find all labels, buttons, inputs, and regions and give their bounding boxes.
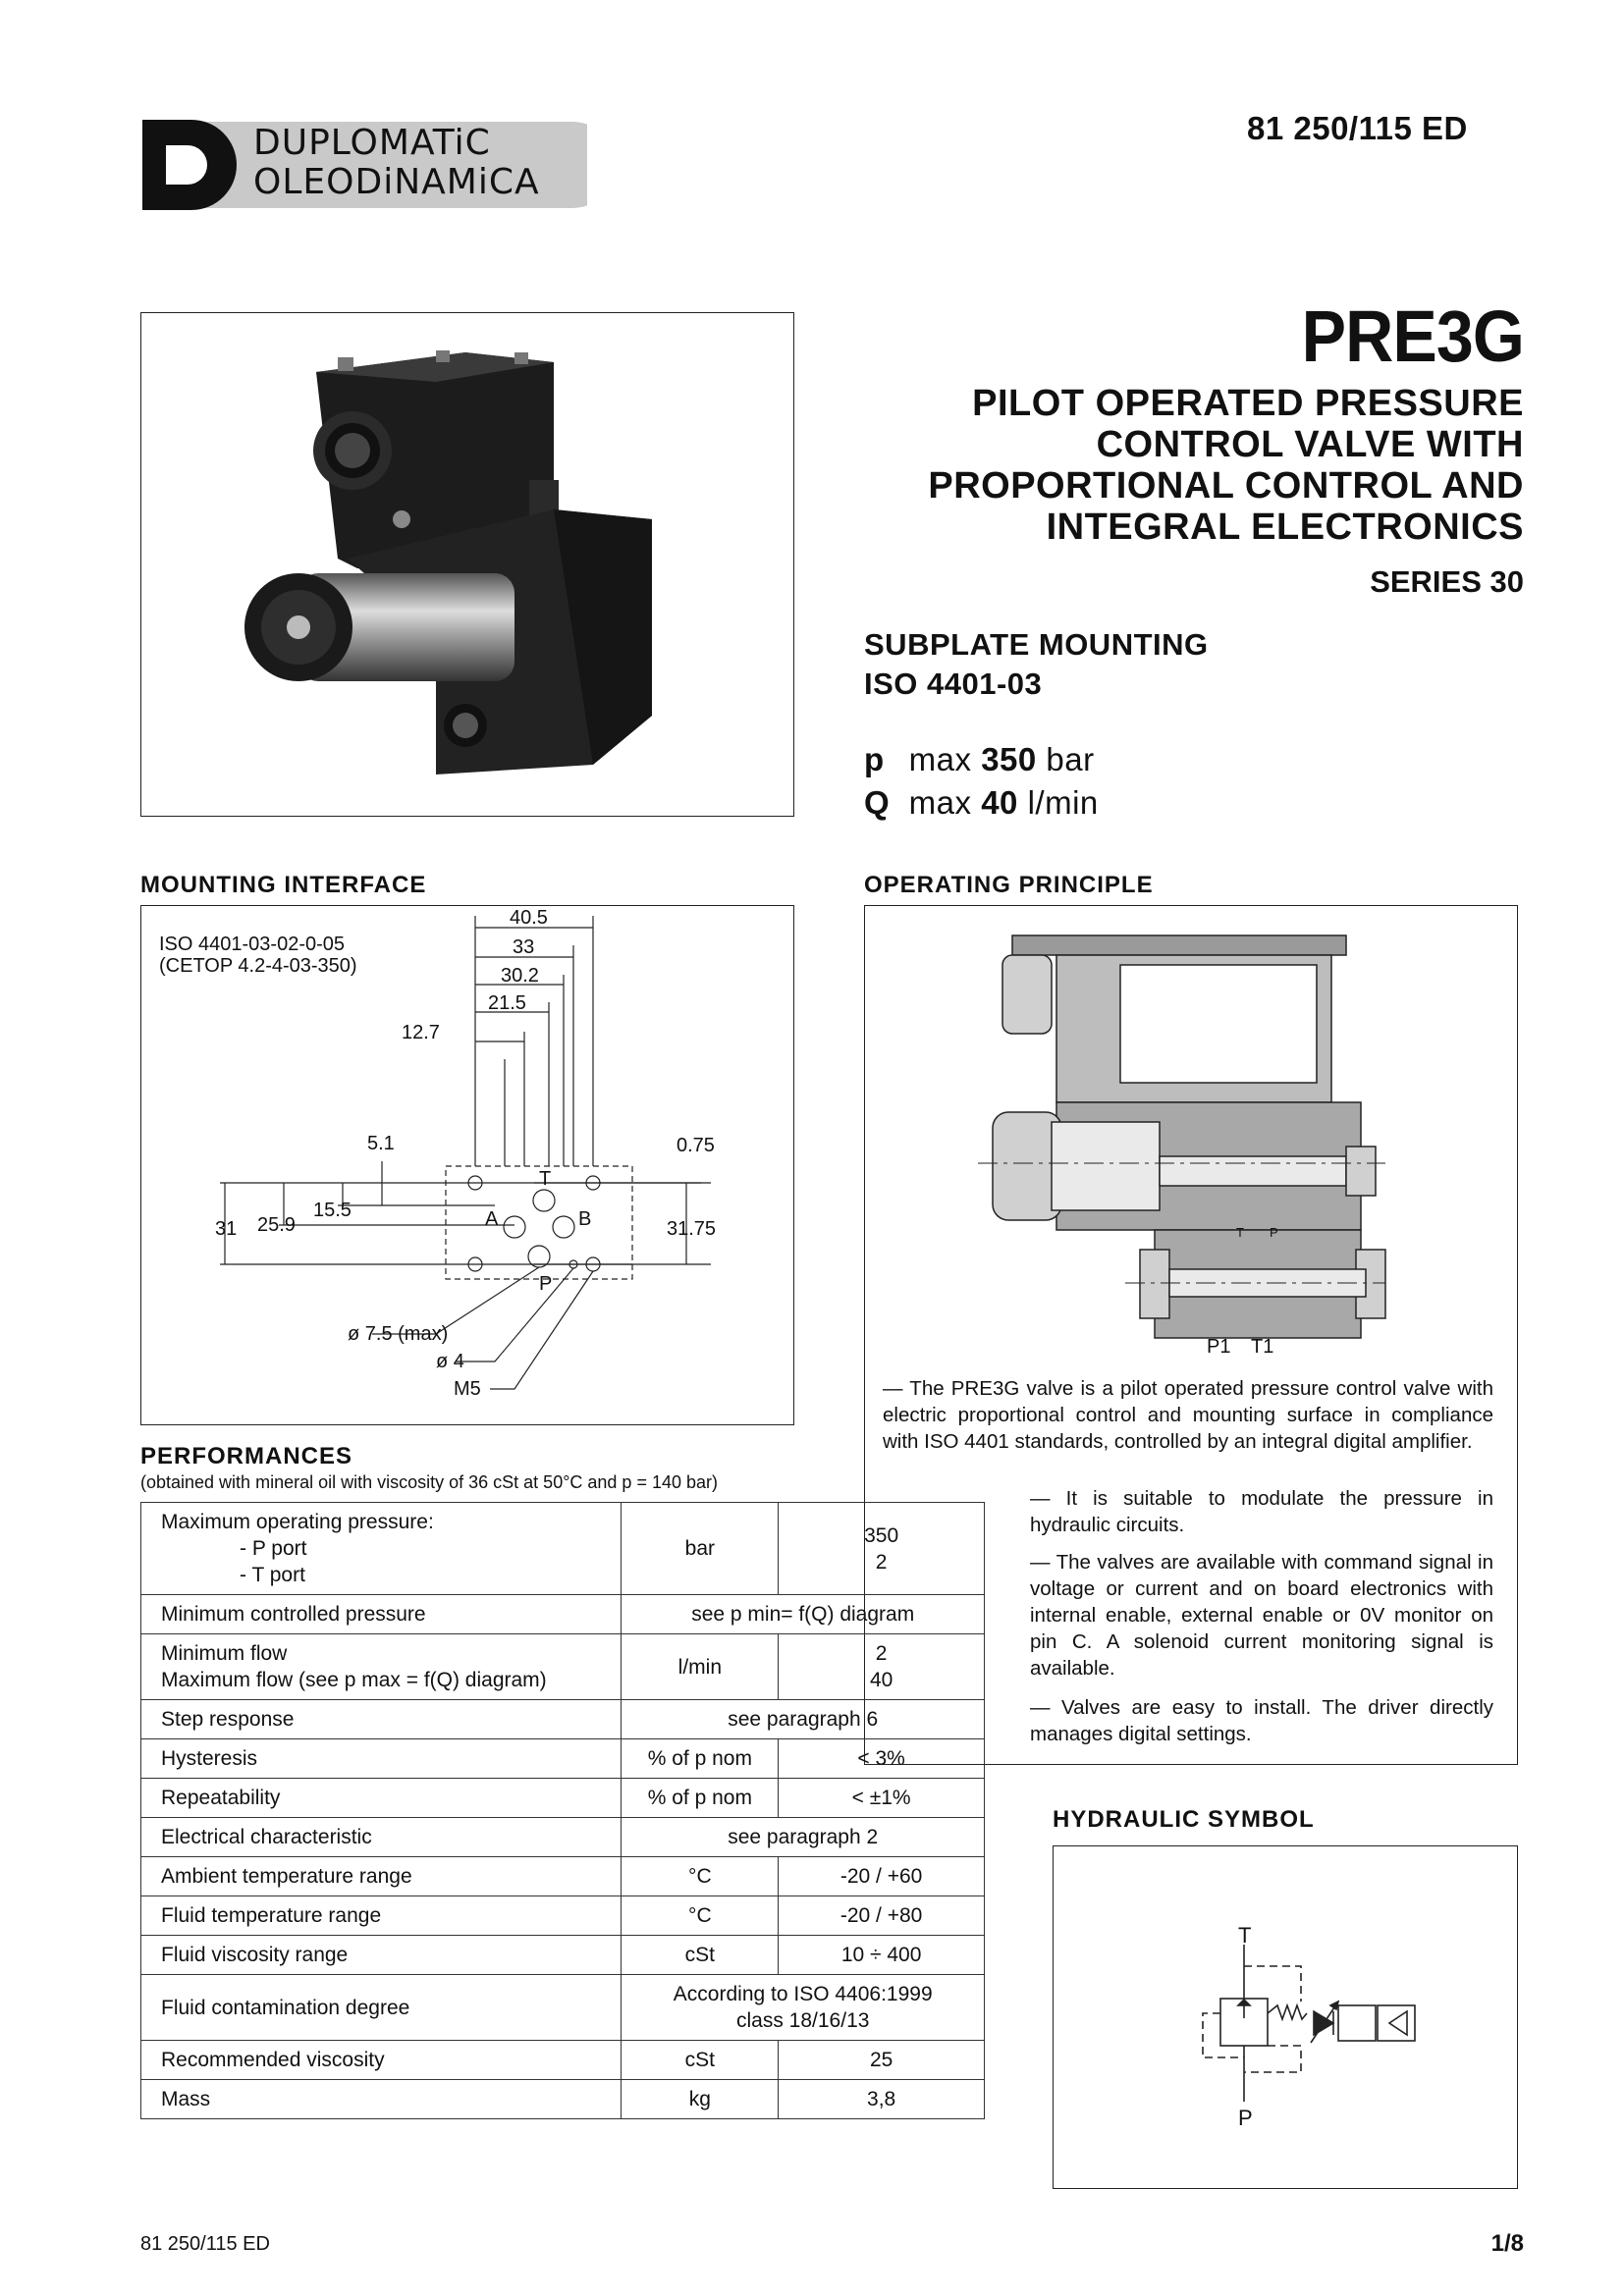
row-label: - P port	[240, 1537, 307, 1560]
port-label: B	[578, 1208, 592, 1230]
value-cell: -20 / +80	[779, 1896, 985, 1936]
value-cell: < 3%	[779, 1739, 985, 1779]
cetop-code: (CETOP 4.2-4-03-350)	[159, 955, 357, 977]
product-photo	[140, 312, 794, 817]
value: According to ISO 4406:1999	[673, 1983, 933, 2005]
row-label: Maximum flow (see p max = f(Q) diagram)	[161, 1669, 547, 1691]
unit-cell: cSt	[622, 1936, 779, 1975]
table-row	[141, 1936, 985, 1975]
value: 2	[875, 1642, 888, 1665]
description-paragraph: — The PRE3G valve is a pilot operated pressure control valve with electric proportional control and mounting surface in compliance with ISO 4401 standards, controlled by an integral digital amplifier.	[883, 1377, 1493, 1453]
mounting-interface-heading: MOUNTING INTERFACE	[140, 872, 427, 898]
row-label: Mass	[141, 2080, 622, 2119]
mounting-interface-diagram	[140, 905, 794, 1425]
symbol-label: P	[1238, 2106, 1253, 2130]
product-code: PRE3G	[1301, 295, 1524, 377]
pressure-unit: bar	[1046, 741, 1095, 777]
logo-line-2: OLEODiNAMiCA	[253, 162, 540, 202]
table-row	[141, 1503, 985, 1595]
value-cell	[779, 1503, 985, 1595]
pressure-max-word: max	[908, 741, 972, 777]
row-label: Hysteresis	[141, 1739, 622, 1779]
value-cell: see paragraph 6	[622, 1700, 985, 1739]
value-cell	[779, 1634, 985, 1700]
value-cell: -20 / +60	[779, 1857, 985, 1896]
page-number: 1/8	[1490, 2230, 1524, 2257]
unit-cell: % of p nom	[622, 1779, 779, 1818]
flow-symbol: Q	[864, 784, 891, 821]
row-label: Fluid viscosity range	[141, 1936, 622, 1975]
unit-cell: °C	[622, 1896, 779, 1936]
row-label: Electrical characteristic	[141, 1818, 622, 1857]
mounting-type	[864, 625, 1209, 704]
pressure-spec	[864, 738, 1099, 781]
dim-label: 15.5	[313, 1200, 352, 1221]
value: 40	[869, 1669, 893, 1691]
value-cell: 3,8	[779, 2080, 985, 2119]
table-row	[141, 1896, 985, 1936]
unit-cell: bar	[622, 1503, 779, 1595]
subtitle-line: CONTROL VALVE WITH	[1096, 424, 1524, 465]
document-number: 81 250/115 ED	[1247, 110, 1468, 146]
flow-unit: l/min	[1027, 784, 1099, 821]
port-label: T	[539, 1168, 552, 1190]
port-label: P1	[1207, 1336, 1231, 1358]
table-row	[141, 1595, 985, 1634]
subtitle-line: PILOT OPERATED PRESSURE	[972, 383, 1524, 424]
callout-label: M5	[454, 1378, 481, 1400]
symbol-label: T	[1238, 1923, 1252, 1948]
dim-label: 12.7	[402, 1022, 440, 1043]
table-row	[141, 2041, 985, 2080]
unit-cell: l/min	[622, 1634, 779, 1700]
table-cell	[141, 1634, 622, 1700]
description-paragraph: — It is suitable to modulate the pressure in hydraulic circuits.	[1030, 1487, 1493, 1536]
row-label: - T port	[240, 1564, 305, 1586]
description-paragraph: — Valves are easy to install. The driver directly manages digital settings.	[1030, 1696, 1493, 1745]
row-label: Repeatability	[141, 1779, 622, 1818]
mounting-line: ISO 4401-03	[864, 667, 1043, 701]
unit-cell: % of p nom	[622, 1739, 779, 1779]
mounting-drawing-icon	[141, 906, 793, 1424]
port-label: P	[539, 1273, 553, 1295]
dim-label: 5.1	[367, 1133, 395, 1154]
table-row	[141, 1700, 985, 1739]
dim-label: 30.2	[501, 965, 539, 987]
port-label: A	[485, 1208, 499, 1230]
row-label: Step response	[141, 1700, 622, 1739]
subtitle-line: PROPORTIONAL CONTROL AND	[928, 465, 1524, 507]
description-paragraph: — The valves are available with command signal in voltage or current and on board electronics with internal enable, external enable or 0V monitor on pin C. A solenoid current monitoring signal is available.	[1030, 1551, 1493, 1680]
unit-cell: °C	[622, 1857, 779, 1896]
value-cell: see p min= f(Q) diagram	[622, 1595, 985, 1634]
valve-section-drawing-icon	[865, 906, 1517, 1358]
table-row	[141, 1975, 985, 2041]
value: 2	[875, 1550, 888, 1574]
series-label: SERIES 30	[1370, 564, 1524, 599]
performances-note: (obtained with mineral oil with viscosity of 36 cSt at 50°C and p = 140 bar)	[140, 1472, 718, 1492]
dim-label: 33	[513, 936, 535, 958]
row-label: Fluid temperature range	[141, 1896, 622, 1936]
table-row	[141, 1818, 985, 1857]
standard-code: ISO 4401-03-02-0-05	[159, 934, 346, 955]
hydraulic-symbol-icon	[1054, 1846, 1517, 2188]
row-label: Minimum controlled pressure	[141, 1595, 622, 1634]
value-cell: < ±1%	[779, 1779, 985, 1818]
row-label: Minimum flow	[161, 1642, 288, 1665]
value-cell: see paragraph 2	[622, 1818, 985, 1857]
value: class 18/16/13	[736, 2009, 870, 2032]
logo-line-1: DUPLOMATiC	[253, 123, 491, 163]
dim-label: 31	[215, 1218, 238, 1240]
value: 350	[864, 1523, 899, 1547]
company-logo	[140, 116, 587, 214]
table-cell	[141, 1503, 622, 1595]
flow-spec	[864, 781, 1099, 825]
row-label: Recommended viscosity	[141, 2041, 622, 2080]
callout-label: ø 7.5 (max)	[348, 1323, 449, 1345]
performances-table	[140, 1502, 985, 2119]
operating-principle-heading: OPERATING PRINCIPLE	[864, 872, 1154, 898]
max-specs	[864, 738, 1099, 825]
callout-label: ø 4	[436, 1351, 464, 1372]
table-row	[141, 1779, 985, 1818]
value-cell: 10 ÷ 400	[779, 1936, 985, 1975]
port-label: P	[1270, 1225, 1278, 1240]
row-label: Maximum operating pressure:	[161, 1511, 434, 1533]
value-cell	[622, 1975, 985, 2041]
product-subtitle	[837, 383, 1524, 548]
hydraulic-symbol-panel	[1053, 1845, 1518, 2189]
dim-label: 0.75	[677, 1135, 715, 1156]
flow-max-word: max	[908, 784, 972, 821]
dim-label: 21.5	[488, 992, 526, 1014]
pressure-symbol: p	[864, 741, 885, 777]
pressure-max-value: 350	[981, 741, 1037, 777]
valve-photo-icon	[141, 313, 793, 816]
dim-label: 40.5	[510, 907, 548, 929]
table-row	[141, 1739, 985, 1779]
unit-cell: kg	[622, 2080, 779, 2119]
subtitle-line: INTEGRAL ELECTRONICS	[1046, 507, 1524, 548]
mounting-line: SUBPLATE MOUNTING	[864, 627, 1209, 662]
table-row	[141, 1634, 985, 1700]
footer-doc-number: 81 250/115 ED	[140, 2233, 270, 2255]
row-label: Ambient temperature range	[141, 1857, 622, 1896]
port-label: T	[1236, 1225, 1244, 1240]
value-cell: 25	[779, 2041, 985, 2080]
unit-cell: cSt	[622, 2041, 779, 2080]
performances-heading: PERFORMANCES	[140, 1443, 353, 1469]
port-label: T1	[1251, 1336, 1274, 1358]
flow-max-value: 40	[981, 784, 1018, 821]
table-row	[141, 2080, 985, 2119]
table-row	[141, 1857, 985, 1896]
hydraulic-symbol-heading: HYDRAULIC SYMBOL	[1053, 1806, 1315, 1833]
dim-label: 25.9	[257, 1214, 296, 1236]
row-label: Fluid contamination degree	[141, 1975, 622, 2041]
dim-label: 31.75	[667, 1218, 717, 1240]
